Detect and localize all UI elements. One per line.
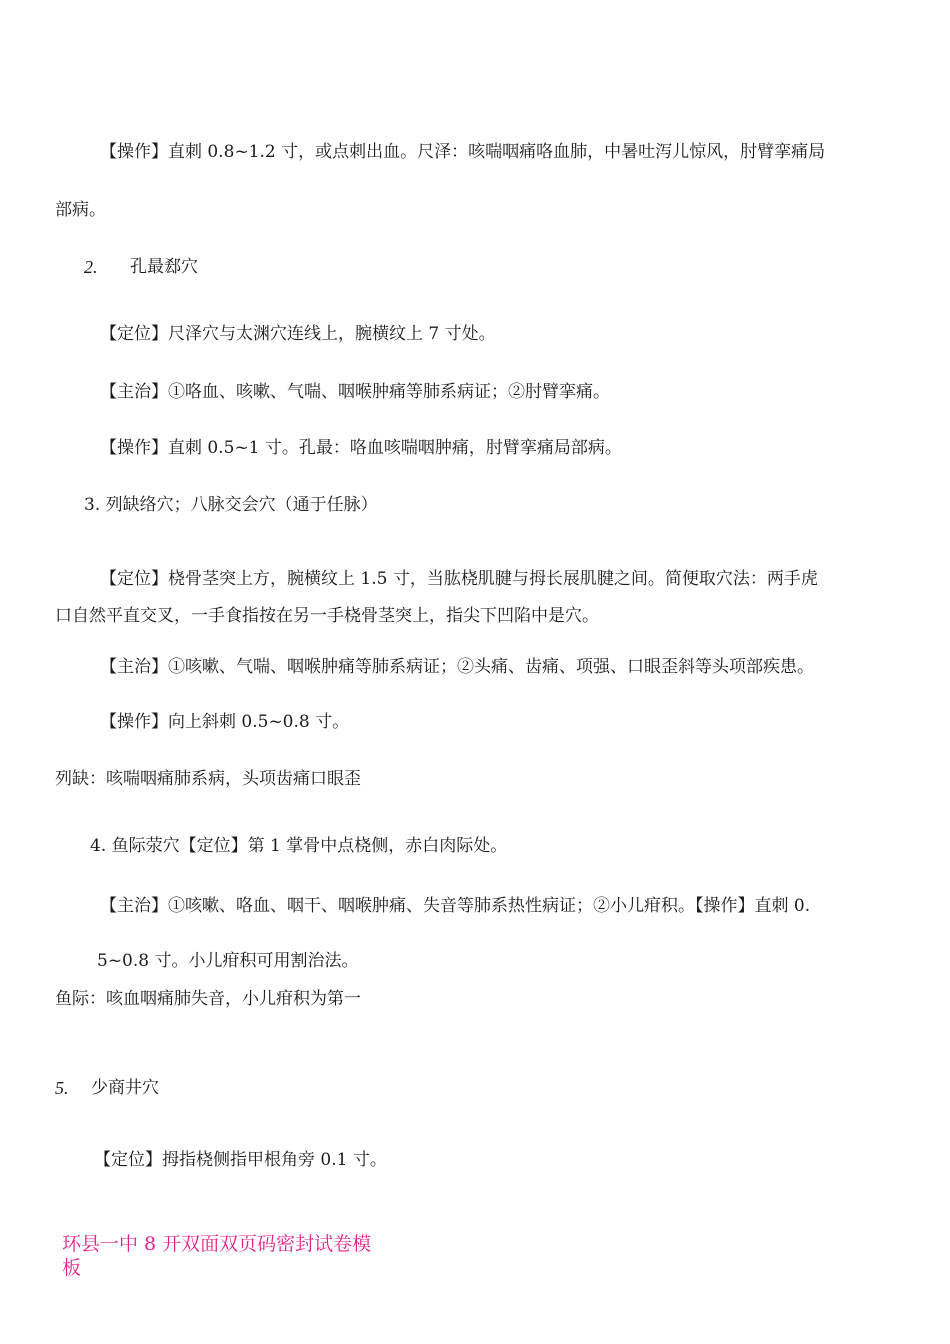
section-number: 5. [55, 1078, 69, 1098]
section-number: 2. [84, 257, 98, 277]
section-title: 孔最郄穴 [130, 257, 198, 277]
section-title: 3. 列缺络穴；八脉交会穴（通于任脉） [84, 495, 378, 515]
text-line: 5~0.8 寸。小儿疳积可用割治法。 [97, 951, 359, 971]
text-line: 【主治】①咳嗽、咯血、咽干、咽喉肿痛、失音等肺系热性病证；②小儿疳积。【操作】直刺 0. [100, 896, 811, 916]
section-title: 少商井穴 [91, 1078, 159, 1098]
text-line: 【定位】桡骨茎突上方，腕横纹上 1.5 寸，当肱桡肌腱与拇长展肌腱之间。简便取穴法：两手虎 [100, 569, 818, 589]
text-line: 口自然平直交叉，一手食指按在另一手桡骨茎突上，指尖下凹陷中是穴。 [55, 606, 599, 626]
text-line: 【操作】直刺 0.5~1 寸。孔最：咯血咳喘咽肿痛，肘臂挛痛局部病。 [100, 438, 622, 458]
text-line: 【操作】直刺 0.8~1.2 寸，或点刺出血。尺泽：咳喘咽痛咯血肺，中暑吐泻儿惊风，肘臂挛痛局 [100, 142, 826, 162]
text-line: 鱼际：咳血咽痛肺失音，小儿疳积为第一 [55, 989, 361, 1009]
text-line: 【主治】①咯血、咳嗽、气喘、咽喉肿痛等肺系病证；②肘臂挛痛。 [100, 382, 610, 402]
text-line: 部病。 [55, 200, 106, 220]
section-title: 4. 鱼际荥穴【定位】第 1 掌骨中点桡侧，赤白肉际处。 [90, 836, 508, 856]
text-line: 【定位】尺泽穴与太渊穴连线上，腕横纹上 7 寸处。 [100, 324, 496, 344]
footer-template-label: 环县一中 8 开双面双页码密封试卷模板 [62, 1233, 372, 1279]
text-line: 【定位】拇指桡侧指甲根角旁 0.1 寸。 [94, 1150, 387, 1170]
text-line: 【主治】①咳嗽、气喘、咽喉肿痛等肺系病证；②头痛、齿痛、项强、口眼歪斜等头项部疾患。 [100, 657, 814, 677]
text-line: 列缺：咳喘咽痛肺系病，头项齿痛口眼歪 [55, 769, 361, 789]
text-line: 【操作】向上斜刺 0.5~0.8 寸。 [100, 712, 350, 732]
